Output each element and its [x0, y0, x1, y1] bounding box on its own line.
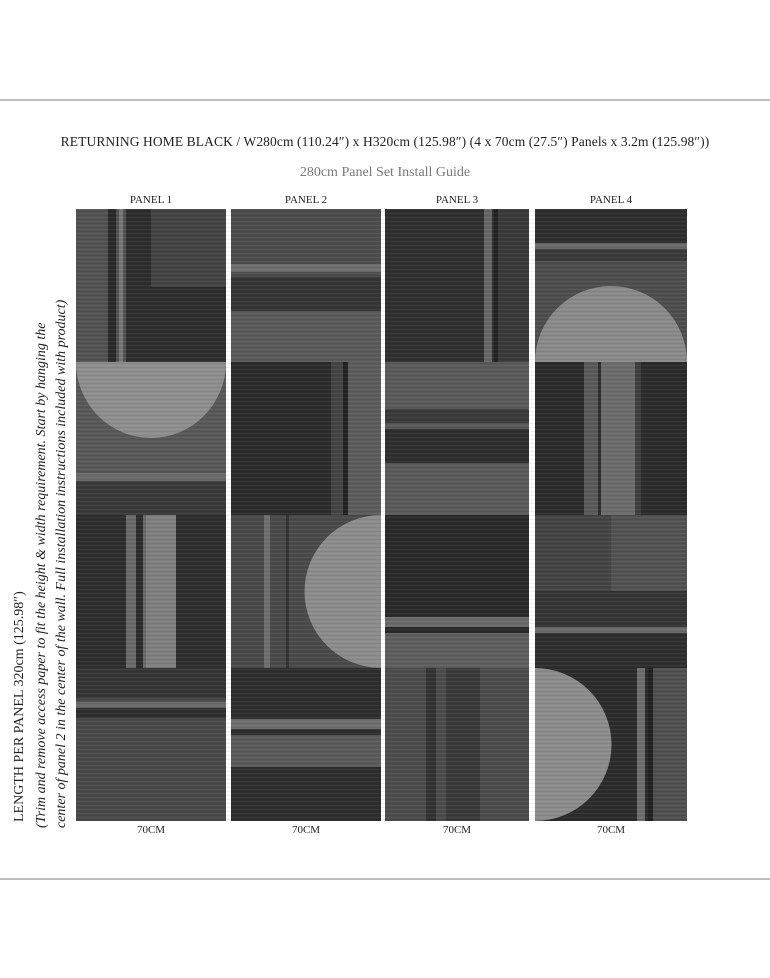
bottom-divider: [0, 878, 770, 880]
top-divider: [0, 99, 770, 101]
panel-2-width: 70CM: [291, 824, 321, 836]
instructions-line-1: (Trim and remove access paper to fit the height & width requirement. Start by hanging the: [34, 322, 49, 828]
panel-4-label: PANEL 4: [589, 194, 633, 206]
product-title: RETURNING HOME BLACK / W280cm (110.24″) x H320cm (125.98″) (4 x 70cm (27.5″) Panels x 3.2m (125.98″)): [60, 134, 710, 149]
panel-4-artwork: [535, 209, 687, 821]
wallpaper-panels-artwork: [76, 209, 687, 821]
panel-3-width: 70CM: [442, 824, 472, 836]
panel-2-label: PANEL 2: [284, 194, 328, 206]
panel-4-width: 70CM: [596, 824, 626, 836]
panel-2-artwork: [231, 209, 381, 821]
panel-1-artwork: [76, 209, 226, 821]
panel-1-width: 70CM: [136, 824, 166, 836]
panel-1-label: PANEL 1: [129, 194, 173, 206]
guide-subtitle: 280cm Panel Set Install Guide: [299, 165, 471, 180]
panel-3-artwork: [385, 209, 529, 821]
length-label: LENGTH PER PANEL 320cm (125.98″): [12, 591, 27, 822]
instructions-line-2: center of panel 2 in the center of the wall. Full installation instructions included with product): [54, 299, 69, 828]
panel-3-label: PANEL 3: [435, 194, 479, 206]
